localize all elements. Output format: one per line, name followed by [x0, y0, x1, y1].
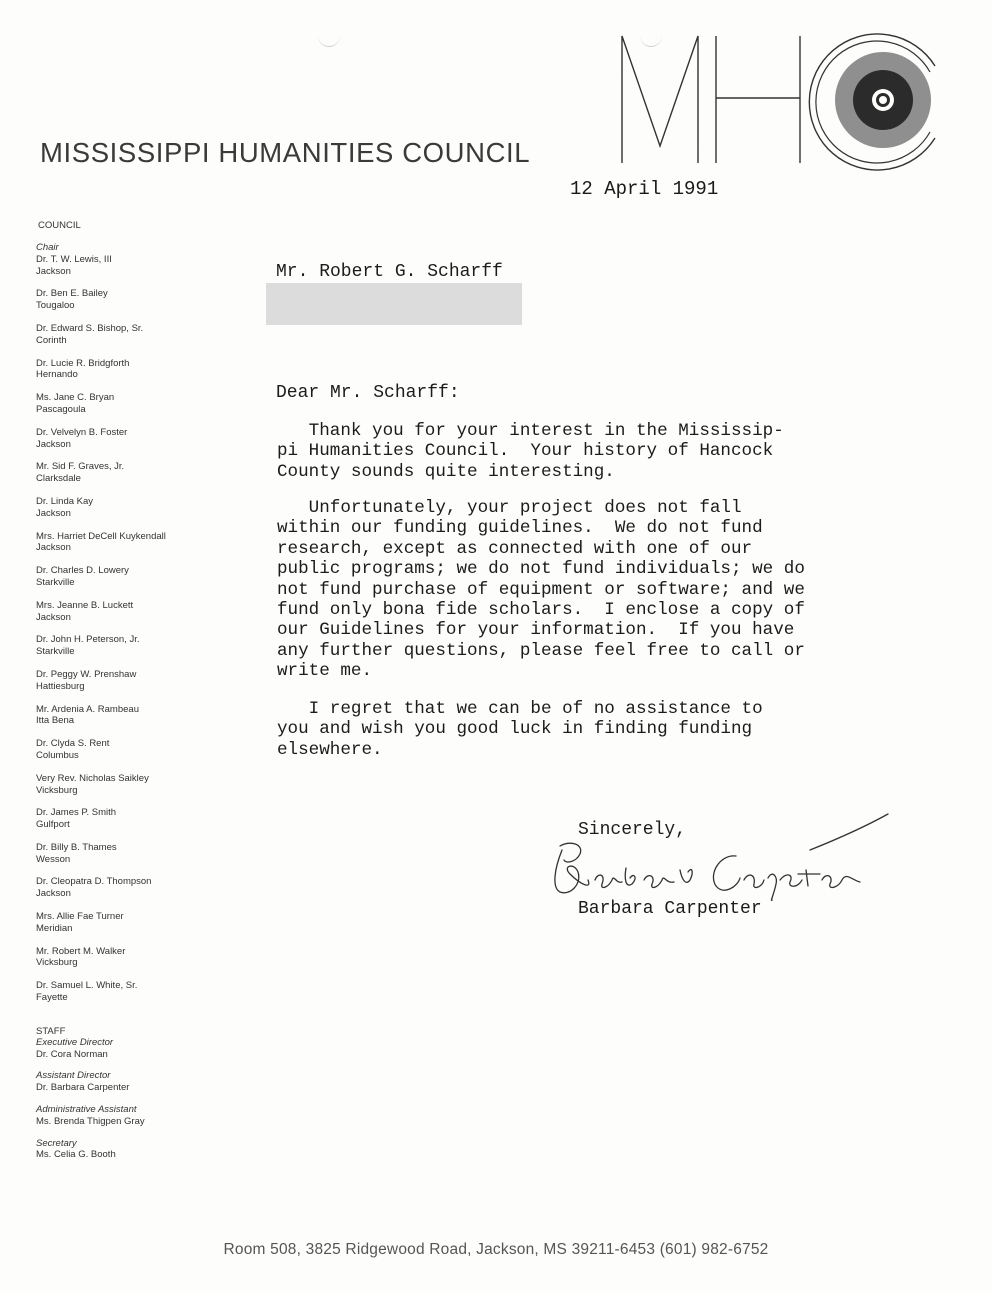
body-paragraph: I regret that we can be of no assistance to you and wish you good luck in finding funding elsewhere. [277, 699, 763, 760]
closing: Sincerely, [578, 820, 687, 840]
member-role: Chair [36, 242, 59, 253]
member-name: Mr. Ardenia A. Rambeau [36, 703, 139, 715]
member-city: Pascagoula [36, 403, 86, 415]
member-city: Jackson [36, 888, 71, 900]
member-name: Dr. Samuel L. White, Sr. [36, 980, 138, 992]
punch-hole-mark [318, 36, 340, 47]
member-name: Mrs. Jeanne B. Luckett [36, 599, 134, 611]
member-city: Meridian [36, 922, 73, 934]
member-city: Gulfport [36, 819, 70, 831]
staff-role: Administrative Assistant [36, 1104, 137, 1116]
member-name: Very Rev. Nicholas Saikley [36, 772, 149, 784]
staff-role: Secretary [36, 1137, 77, 1149]
member-name: Dr. Lucie R. Bridgforth [36, 357, 130, 369]
staff-name: Dr. Barbara Carpenter [36, 1082, 130, 1094]
council-member [36, 392, 236, 416]
member-name: Ms. Jane C. Bryan [36, 392, 115, 404]
mhc-logo [610, 28, 950, 178]
staff-role: Executive Director [36, 1036, 114, 1048]
council-member [36, 288, 236, 312]
member-city: Hattiesburg [36, 680, 85, 692]
council-member [36, 323, 236, 347]
member-name: Dr. Linda Kay [36, 495, 94, 507]
council-member [36, 600, 236, 624]
member-name: Mrs. Harriet DeCell Kuykendall [36, 530, 166, 542]
member-name: Dr. Cleopatra D. Thompson [36, 876, 152, 888]
member-city: Starkville [36, 576, 75, 588]
council-member [36, 704, 236, 728]
staff-heading: STAFF [36, 1025, 66, 1037]
council-member [36, 427, 236, 451]
council-roster [36, 220, 236, 1171]
member-city: Vicksburg [36, 957, 78, 969]
member-city: Itta Bena [36, 715, 75, 727]
staff-name: Ms. Celia G. Booth [36, 1149, 116, 1161]
council-member [36, 242, 236, 277]
council-member [36, 980, 236, 1004]
staff-member [36, 1037, 236, 1061]
member-city: Hernando [36, 369, 78, 381]
signer-name: Barbara Carpenter [578, 899, 762, 919]
staff-member [36, 1138, 236, 1162]
member-name: Mr. Robert M. Walker [36, 945, 126, 957]
member-name: Dr. Billy B. Thames [36, 841, 117, 853]
letter-date: 12 April 1991 [570, 178, 719, 200]
council-member [36, 461, 236, 485]
member-name: Dr. Charles D. Lowery [36, 565, 129, 577]
handwritten-signature [540, 810, 890, 905]
signature-name [0, 0, 1, 1]
footer-address: Room 508, 3825 Ridgewood Road, Jackson, MS 39211-6453 (601) 982-6752 [223, 1241, 769, 1258]
staff-member [36, 1070, 236, 1094]
body-paragraph: Unfortunately, your project does not fall within our funding guidelines. We do not fund research, except as connected with one of our public programs; we do not fund individuals; we do not fund purchase of equipment or software; and we fund only bona fide scholars. I enclose a copy of our Guidelines for your information. If you have any further questions, please feel free to call or write me. [277, 498, 805, 682]
member-name: Dr. T. W. Lewis, III [36, 253, 112, 265]
body-paragraph: Thank you for your interest in the Mississip- pi Humanities Council. Your history of Hancock County sounds quite interesting. [277, 421, 784, 482]
member-name: Mr. Sid F. Graves, Jr. [36, 461, 125, 473]
member-name: Dr. James P. Smith [36, 807, 117, 819]
council-heading: COUNCIL [38, 220, 81, 231]
member-city: Starkville [36, 646, 75, 658]
member-city: Jackson [36, 542, 71, 554]
member-name: Dr. John H. Peterson, Jr. [36, 634, 140, 646]
council-member [36, 565, 236, 589]
staff-role: Assistant Director [36, 1070, 111, 1082]
member-city: Columbus [36, 749, 79, 761]
staff-member [36, 1104, 236, 1128]
member-name: Dr. Clyda S. Rent [36, 738, 110, 750]
member-name: Dr. Peggy W. Prenshaw [36, 668, 137, 680]
council-member [36, 531, 236, 555]
salutation: Dear Mr. Scharff: [276, 383, 460, 403]
member-name: Dr. Velvelyn B. Foster [36, 426, 128, 438]
staff-name: Dr. Cora Norman [36, 1048, 108, 1060]
council-member [36, 669, 236, 693]
member-city: Jackson [36, 265, 71, 277]
member-city: Jackson [36, 611, 71, 623]
member-city: Wesson [36, 853, 71, 865]
council-member [36, 876, 236, 900]
council-member [36, 911, 236, 935]
organization-name: MISSISSIPPI HUMANITIES COUNCIL [40, 137, 531, 168]
member-name: Dr. Ben E. Bailey [36, 288, 108, 300]
redacted-address-block [266, 283, 522, 325]
member-city: Clarksdale [36, 473, 81, 485]
council-member [36, 807, 236, 831]
member-city: Tougaloo [36, 300, 75, 312]
council-member [36, 634, 236, 658]
member-name: Dr. Edward S. Bishop, Sr. [36, 322, 144, 334]
member-name: Mrs. Allie Fae Turner [36, 911, 124, 923]
council-member [36, 773, 236, 797]
member-city: Jackson [36, 507, 71, 519]
staff-name: Ms. Brenda Thigpen Gray [36, 1115, 145, 1127]
council-member [36, 496, 236, 520]
member-city: Fayette [36, 992, 68, 1004]
member-city: Corinth [36, 334, 67, 346]
member-city: Vicksburg [36, 784, 78, 796]
recipient-name: Mr. Robert G. Scharff [276, 262, 503, 282]
council-member [36, 842, 236, 866]
member-city: Jackson [36, 438, 71, 450]
council-member [36, 946, 236, 970]
council-member [36, 738, 236, 762]
council-member [36, 358, 236, 382]
mhc-logo-graphic [610, 28, 950, 178]
